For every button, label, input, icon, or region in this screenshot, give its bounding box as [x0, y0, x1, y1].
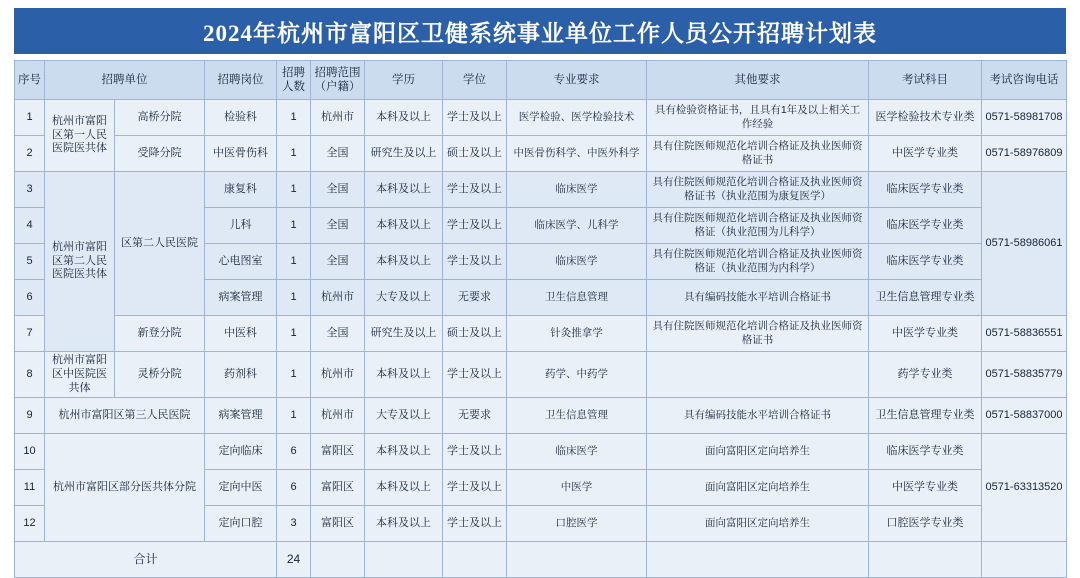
cell-major: 医学检验、医学检验技术: [507, 100, 647, 136]
cell-degree: 学士及以上: [443, 172, 507, 208]
cell-degree: 学士及以上: [443, 506, 507, 542]
cell-other: 具有编码技能水平培训合格证书: [647, 398, 869, 434]
cell-major: 卫生信息管理: [507, 398, 647, 434]
header-sn: 序号: [15, 61, 45, 100]
cell-sn: 8: [15, 352, 45, 398]
cell-subject: 药学专业类: [869, 352, 982, 398]
cell-sn: 7: [15, 316, 45, 352]
cell-subject: 中医学专业类: [869, 136, 982, 172]
cell-sn: 4: [15, 208, 45, 244]
header-major: 专业要求: [507, 61, 647, 100]
table-row: [15, 136, 1067, 172]
cell-sn: 3: [15, 172, 45, 208]
total-blank-education: [365, 542, 443, 578]
cell-unit-sub: 新登分院: [115, 316, 205, 352]
cell-other: 具有住院医师规范化培训合格证及执业医师资格证书: [647, 316, 869, 352]
cell-subject: 口腔医学专业类: [869, 506, 982, 542]
cell-scope: 富阳区: [311, 434, 365, 470]
cell-degree: 无要求: [443, 398, 507, 434]
cell-sn: 12: [15, 506, 45, 542]
header-education: 学历: [365, 61, 443, 100]
cell-post: 定向中医: [205, 470, 277, 506]
header-subject: 考试科目: [869, 61, 982, 100]
cell-unit-sub: 受降分院: [115, 136, 205, 172]
cell-education: 研究生及以上: [365, 136, 443, 172]
cell-education: 本科及以上: [365, 470, 443, 506]
header-degree: 学位: [443, 61, 507, 100]
cell-subject: 临床医学专业类: [869, 172, 982, 208]
cell-major: 临床医学、儿科学: [507, 208, 647, 244]
cell-phone: 0571-58981708: [982, 100, 1067, 136]
cell-sn: 9: [15, 398, 45, 434]
table-row: [15, 172, 1067, 208]
total-blank-major: [507, 542, 647, 578]
cell-major: 口腔医学: [507, 506, 647, 542]
cell-education: 大专及以上: [365, 280, 443, 316]
cell-scope: 杭州市: [311, 100, 365, 136]
cell-other: 面向富阳区定向培养生: [647, 434, 869, 470]
header-phone: 考试咨询电话: [982, 61, 1067, 100]
cell-education: 本科及以上: [365, 244, 443, 280]
cell-post: 病案管理: [205, 280, 277, 316]
cell-major: 临床医学: [507, 244, 647, 280]
cell-scope: 杭州市: [311, 352, 365, 398]
cell-scope: 富阳区: [311, 506, 365, 542]
cell-post: 定向口腔: [205, 506, 277, 542]
total-count: 24: [277, 542, 311, 578]
cell-scope: 富阳区: [311, 470, 365, 506]
cell-unit-main: 杭州市富阳区第二人民医院医共体: [45, 172, 115, 352]
cell-subject: 卫生信息管理专业类: [869, 280, 982, 316]
cell-phone: 0571-58835779: [982, 352, 1067, 398]
cell-unit-sub: 高桥分院: [115, 100, 205, 136]
cell-education: 本科及以上: [365, 434, 443, 470]
total-blank-phone: [982, 542, 1067, 578]
cell-degree: 无要求: [443, 280, 507, 316]
cell-subject: 临床医学专业类: [869, 434, 982, 470]
cell-count: 1: [277, 280, 311, 316]
cell-subject: 卫生信息管理专业类: [869, 398, 982, 434]
total-blank-degree: [443, 542, 507, 578]
cell-subject: 中医学专业类: [869, 470, 982, 506]
cell-unit-main: 杭州市富阳区中医院医共体: [45, 352, 115, 398]
cell-unit-sub: 区第二人民医院: [115, 172, 205, 316]
cell-unit-main: 杭州市富阳区第三人民医院: [45, 398, 205, 434]
table-row: [15, 352, 1067, 398]
cell-count: 1: [277, 316, 311, 352]
cell-phone: 0571-58986061: [982, 172, 1067, 316]
cell-other: [647, 352, 869, 398]
cell-count: 6: [277, 434, 311, 470]
table-row: [15, 398, 1067, 434]
cell-subject: 临床医学专业类: [869, 244, 982, 280]
cell-education: 本科及以上: [365, 506, 443, 542]
cell-other: 具有住院医师规范化培训合格证及执业医师资格证书（执业范围为康复医学）: [647, 172, 869, 208]
cell-scope: 全国: [311, 316, 365, 352]
cell-post: 中医科: [205, 316, 277, 352]
header-count: 招聘人数: [277, 61, 311, 100]
header-post: 招聘岗位: [205, 61, 277, 100]
cell-phone: 0571-58837000: [982, 398, 1067, 434]
cell-other: 具有编码技能水平培训合格证书: [647, 280, 869, 316]
cell-other: 面向富阳区定向培养生: [647, 470, 869, 506]
cell-count: 1: [277, 136, 311, 172]
cell-sn: 11: [15, 470, 45, 506]
cell-post: 检验科: [205, 100, 277, 136]
cell-subject: 临床医学专业类: [869, 208, 982, 244]
cell-scope: 杭州市: [311, 280, 365, 316]
cell-major: 临床医学: [507, 434, 647, 470]
cell-education: 大专及以上: [365, 398, 443, 434]
cell-post: 康复科: [205, 172, 277, 208]
cell-major: 药学、中药学: [507, 352, 647, 398]
header-scope: 招聘范围（户籍）: [311, 61, 365, 100]
cell-education: 本科及以上: [365, 208, 443, 244]
cell-scope: 全国: [311, 208, 365, 244]
cell-education: 本科及以上: [365, 100, 443, 136]
cell-scope: 全国: [311, 172, 365, 208]
header-other: 其他要求: [647, 61, 869, 100]
cell-count: 1: [277, 172, 311, 208]
cell-degree: 硕士及以上: [443, 316, 507, 352]
cell-phone: 0571-58836551: [982, 316, 1067, 352]
cell-count: 1: [277, 398, 311, 434]
cell-unit-main: 杭州市富阳区部分医共体分院: [45, 434, 205, 542]
cell-degree: 学士及以上: [443, 208, 507, 244]
cell-subject: 中医学专业类: [869, 316, 982, 352]
cell-subject: 医学检验技术专业类: [869, 100, 982, 136]
total-blank-subject: [869, 542, 982, 578]
cell-scope: 杭州市: [311, 398, 365, 434]
cell-count: 6: [277, 470, 311, 506]
cell-degree: 学士及以上: [443, 434, 507, 470]
cell-count: 1: [277, 244, 311, 280]
cell-other: 具有住院医师规范化培训合格证及执业医师资格证（执业范围为儿科学）: [647, 208, 869, 244]
page-title: 2024年杭州市富阳区卫健系统事业单位工作人员公开招聘计划表: [203, 20, 877, 46]
cell-sn: 5: [15, 244, 45, 280]
cell-other: 具有住院医师规范化培训合格证及执业医师资格证（执业范围为内科学）: [647, 244, 869, 280]
table-body: [15, 100, 1067, 578]
table-row: [15, 100, 1067, 136]
cell-degree: 硕士及以上: [443, 136, 507, 172]
cell-degree: 学士及以上: [443, 352, 507, 398]
cell-count: 3: [277, 506, 311, 542]
cell-major: 卫生信息管理: [507, 280, 647, 316]
cell-sn: 2: [15, 136, 45, 172]
cell-post: 药剂科: [205, 352, 277, 398]
cell-other: 面向富阳区定向培养生: [647, 506, 869, 542]
cell-other: 具有住院医师规范化培训合格证及执业医师资格证书: [647, 136, 869, 172]
cell-post: 中医骨伤科: [205, 136, 277, 172]
cell-post: 儿科: [205, 208, 277, 244]
cell-degree: 学士及以上: [443, 244, 507, 280]
cell-post: 心电图室: [205, 244, 277, 280]
cell-degree: 学士及以上: [443, 470, 507, 506]
total-blank-scope: [311, 542, 365, 578]
cell-phone: 0571-63313520: [982, 434, 1067, 542]
cell-scope: 全国: [311, 136, 365, 172]
cell-unit-sub: 灵桥分院: [115, 352, 205, 398]
cell-major: 临床医学: [507, 172, 647, 208]
document-page: [0, 8, 1080, 570]
cell-count: 1: [277, 208, 311, 244]
cell-sn: 10: [15, 434, 45, 470]
table-row: [15, 434, 1067, 470]
cell-unit-main: 杭州市富阳区第一人民医院医共体: [45, 100, 115, 172]
cell-education: 本科及以上: [365, 172, 443, 208]
total-blank-other: [647, 542, 869, 578]
cell-major: 针灸推拿学: [507, 316, 647, 352]
total-label: 合计: [15, 542, 277, 578]
cell-post: 定向临床: [205, 434, 277, 470]
cell-education: 研究生及以上: [365, 316, 443, 352]
cell-count: 1: [277, 352, 311, 398]
cell-sn: 1: [15, 100, 45, 136]
table-row: [15, 316, 1067, 352]
cell-phone: 0571-58976809: [982, 136, 1067, 172]
table-total-row: [15, 542, 1067, 578]
cell-education: 本科及以上: [365, 352, 443, 398]
cell-scope: 全国: [311, 244, 365, 280]
cell-major: 中医学: [507, 470, 647, 506]
cell-sn: 6: [15, 280, 45, 316]
table-header-row: [15, 61, 1067, 100]
cell-major: 中医骨伤科学、中医外科学: [507, 136, 647, 172]
cell-count: 1: [277, 100, 311, 136]
cell-post: 病案管理: [205, 398, 277, 434]
recruitment-plan-table: [14, 60, 1067, 578]
header-unit: 招聘单位: [45, 61, 205, 100]
cell-degree: 学士及以上: [443, 100, 507, 136]
document-title-bar: [14, 8, 1066, 54]
cell-other: 具有检验资格证书，且具有1年及以上相关工作经验: [647, 100, 869, 136]
